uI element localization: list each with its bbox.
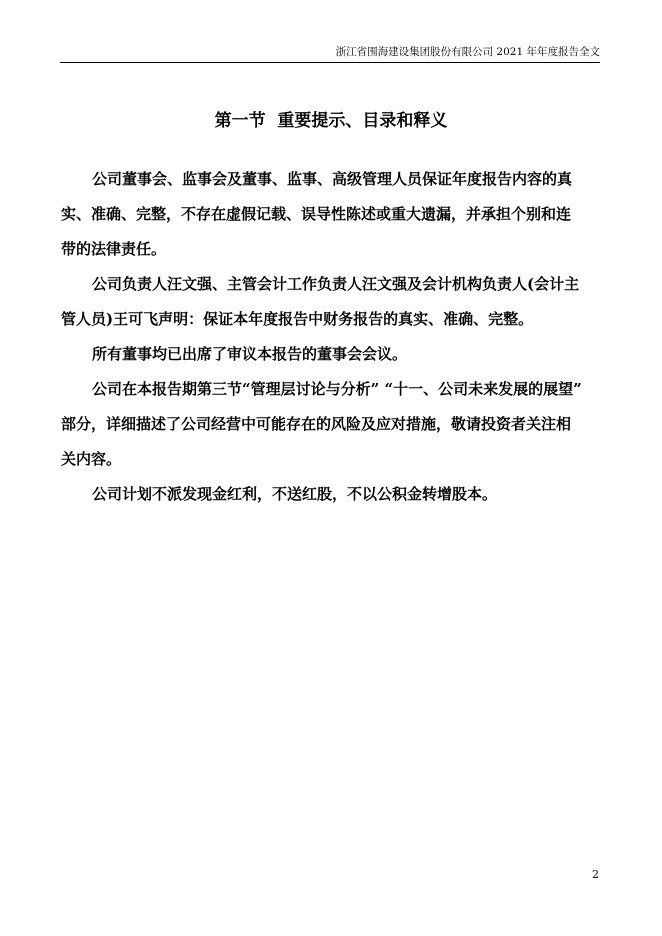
header-title: 浙江省围海建设集团股份有限公司 2021 年年度报告全文	[335, 46, 600, 58]
page-number: 2	[592, 868, 599, 881]
document-body	[61, 162, 601, 512]
section-title: 第一节 重要提示、目录和释义	[214, 111, 448, 131]
paragraph-line: 管人员)王可飞声明：保证本年度报告中财务报告的真实、准确、完整。	[61, 310, 534, 328]
paragraph-risk-notice	[61, 372, 601, 477]
paragraph-dividend-plan	[61, 477, 601, 512]
paragraph-line: 公司在本报告期第三节“管理层讨论与分析” “十一、公司未来发展的展望”	[92, 380, 582, 398]
paragraph-line: 实、准确、完整，不存在虚假记载、误导性陈述或重大遗漏，并承担个别和连	[61, 205, 572, 223]
paragraph-line: 部分，详细描述了公司经营中可能存在的风险及应对措施，敬请投资者关注相	[61, 415, 572, 433]
paragraph-line: 所有董事均已出席了审议本报告的董事会会议。	[92, 345, 408, 363]
paragraph-financial-statement-declaration	[61, 267, 601, 337]
paragraph-line: 带的法律责任。	[61, 240, 167, 258]
paragraph-responsibility-statement	[61, 162, 601, 267]
paragraph-board-attendance	[61, 337, 601, 372]
page-header	[60, 44, 600, 63]
paragraph-line: 公司负责人汪文强、主管会计工作负责人汪文强及会计机构负责人(会计主	[92, 275, 580, 293]
paragraph-line: 公司计划不派发现金红利，不送红股，不以公积金转增股本。	[92, 485, 498, 503]
paragraph-line: 关内容。	[61, 450, 122, 468]
paragraph-line: 公司董事会、监事会及董事、监事、高级管理人员保证年度报告内容的真	[92, 170, 573, 188]
